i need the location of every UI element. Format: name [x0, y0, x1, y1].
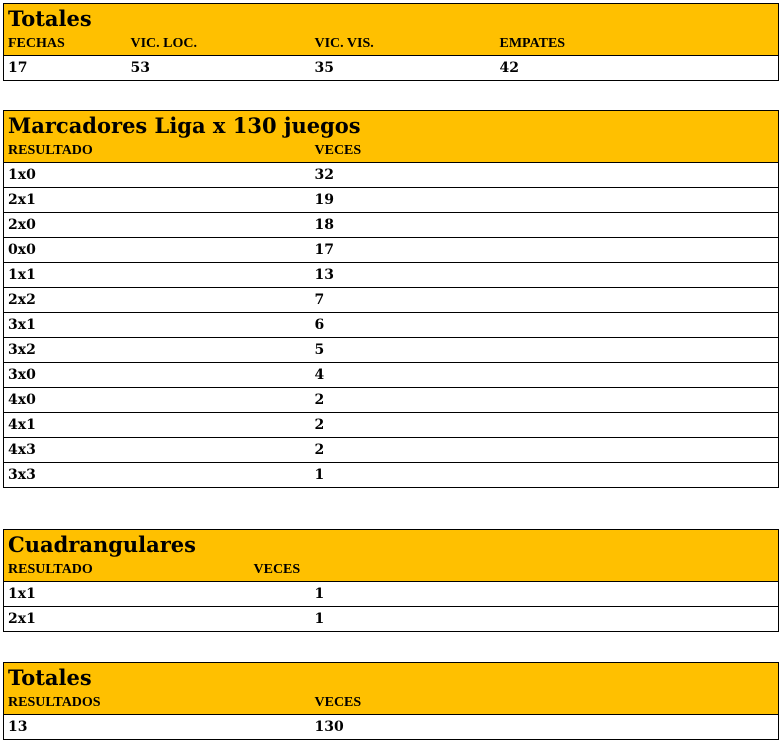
cell-resultado: 1x1 [4, 582, 311, 607]
value-empates: 42 [496, 56, 779, 81]
cell-resultado: 3x2 [4, 338, 311, 363]
cell-resultado: 4x1 [4, 413, 311, 438]
table-row [4, 263, 779, 288]
table-row [4, 188, 779, 213]
cell-resultado: 4x3 [4, 438, 311, 463]
cell-resultado: 2x0 [4, 213, 311, 238]
table-row [4, 238, 779, 263]
cell-resultado: 0x0 [4, 238, 311, 263]
table-title: Cuadrangulares [4, 530, 779, 559]
table-row [4, 313, 779, 338]
cell-resultado: 3x1 [4, 313, 311, 338]
table-title: Marcadores Liga x 130 juegos [4, 111, 779, 140]
table-row [4, 213, 779, 238]
cell-veces: 1 [311, 607, 779, 632]
table-title: Totales [4, 663, 779, 692]
value-resultados: 13 [4, 715, 311, 740]
table-row [4, 413, 779, 438]
cell-resultado: 1x0 [4, 163, 311, 188]
cell-veces: 1 [311, 463, 779, 488]
totales-resultados-table [3, 662, 779, 740]
table-header-row [4, 32, 779, 56]
table-header-row [4, 691, 779, 715]
table-title-row [4, 111, 779, 140]
header-empates: EMPATES [496, 32, 779, 56]
marcadores-liga-table [3, 110, 779, 488]
table-row [4, 438, 779, 463]
cell-veces: 17 [311, 238, 779, 263]
cell-veces: 2 [311, 413, 779, 438]
cell-veces: 5 [311, 338, 779, 363]
table-row [4, 463, 779, 488]
table-header-row [4, 558, 779, 582]
header-veces: VECES [311, 139, 779, 163]
table-row [4, 715, 779, 740]
table-row [4, 607, 779, 632]
table-title-row [4, 530, 779, 559]
totales-fechas-table [3, 3, 779, 81]
cell-resultado: 3x0 [4, 363, 311, 388]
table-row [4, 582, 779, 607]
cell-veces: 1 [311, 582, 779, 607]
cell-resultado: 1x1 [4, 263, 311, 288]
cuadrangulares-table [3, 529, 779, 632]
table-title-row [4, 663, 779, 692]
cell-veces: 7 [311, 288, 779, 313]
value-veces: 130 [311, 715, 779, 740]
table-row [4, 56, 779, 81]
header-resultado: RESULTADO [4, 558, 250, 582]
table-row [4, 363, 779, 388]
cell-veces: 19 [311, 188, 779, 213]
table-row [4, 163, 779, 188]
header-veces: VECES [311, 691, 779, 715]
cell-veces: 6 [311, 313, 779, 338]
cell-veces: 2 [311, 438, 779, 463]
value-vic-loc: 53 [127, 56, 311, 81]
table-header-row [4, 139, 779, 163]
table-title: Totales [4, 4, 779, 33]
table-title-row [4, 4, 779, 33]
header-veces: VECES [250, 558, 779, 582]
table-row [4, 288, 779, 313]
cell-resultado: 3x3 [4, 463, 311, 488]
cell-veces: 13 [311, 263, 779, 288]
header-fechas: FECHAS [4, 32, 127, 56]
header-resultado: RESULTADO [4, 139, 311, 163]
cell-resultado: 2x1 [4, 188, 311, 213]
header-vic-vis: VIC. VIS. [311, 32, 496, 56]
table-row [4, 338, 779, 363]
cell-veces: 4 [311, 363, 779, 388]
cell-resultado: 2x2 [4, 288, 311, 313]
cell-veces: 32 [311, 163, 779, 188]
cell-resultado: 4x0 [4, 388, 311, 413]
cell-resultado: 2x1 [4, 607, 311, 632]
value-vic-vis: 35 [311, 56, 496, 81]
header-vic-loc: VIC. LOC. [127, 32, 311, 56]
table-row [4, 388, 779, 413]
value-fechas: 17 [4, 56, 127, 81]
cell-veces: 2 [311, 388, 779, 413]
header-resultados: RESULTADOS [4, 691, 311, 715]
cell-veces: 18 [311, 213, 779, 238]
